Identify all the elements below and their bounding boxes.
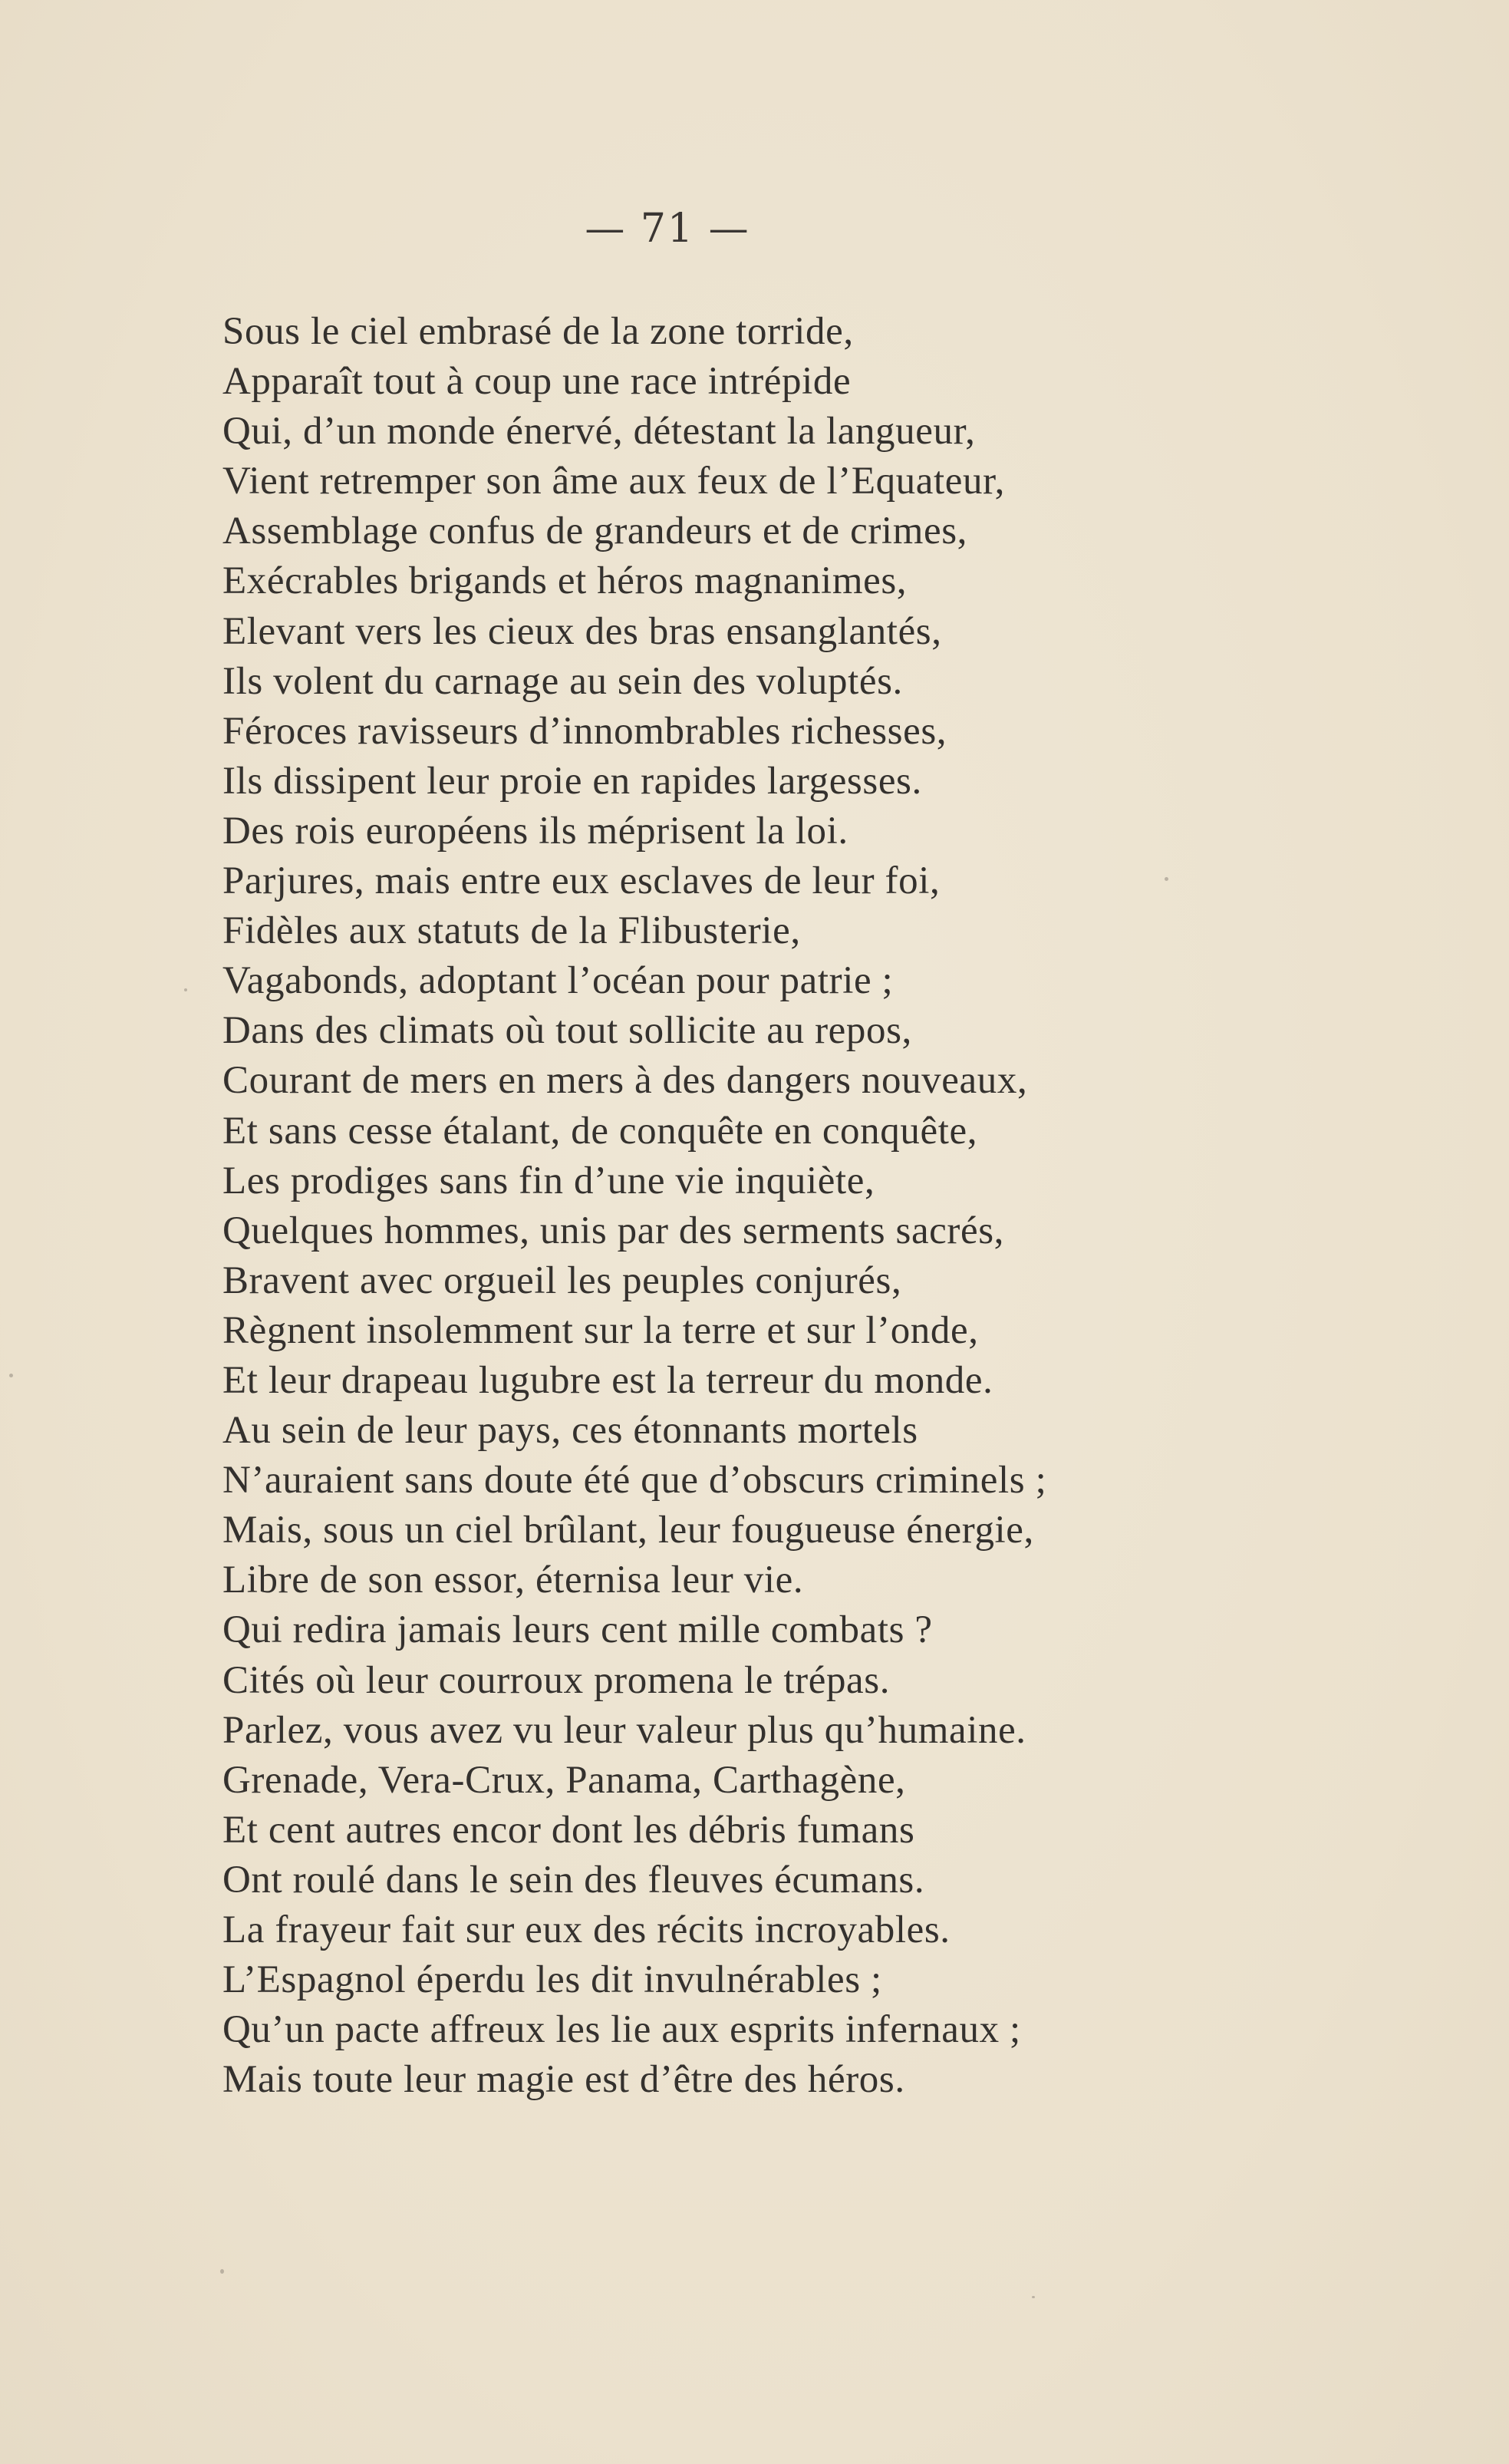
verse-line: Et sans cesse étalant, de conquête en conquête, bbox=[222, 1109, 978, 1153]
verse-line: Exécrables brigands et héros magnanimes, bbox=[222, 559, 908, 603]
verse-line: Mais, sous un ciel brûlant, leur fougueuse énergie, bbox=[222, 1509, 1034, 1552]
verse-line: Ont roulé dans le sein des fleuves écumans. bbox=[222, 1858, 925, 1902]
paper-speck bbox=[1032, 2296, 1035, 2298]
verse-line: Apparaît tout à coup une race intrépide bbox=[222, 360, 852, 404]
verse-line: La frayeur fait sur eux des récits incroyables. bbox=[222, 1908, 951, 1951]
verse-line: Grenade, Vera-Crux, Panama, Carthagène, bbox=[222, 1758, 906, 1802]
verse-line: Ils dissipent leur proie en rapides largesses. bbox=[222, 759, 922, 803]
poem-text bbox=[222, 307, 1450, 2105]
verse-line: Féroces ravisseurs d’innombrables richesses, bbox=[222, 709, 947, 753]
page-number: — 71 — bbox=[585, 206, 750, 252]
verse-line: Mais toute leur magie est d’être des héros. bbox=[222, 2058, 905, 2102]
verse-line: Sous le ciel embrasé de la zone torride, bbox=[222, 310, 854, 353]
verse-line: Fidèles aux statuts de la Flibusterie, bbox=[222, 909, 801, 953]
verse-line: Elevant vers les cieux des bras ensanglantés, bbox=[222, 609, 942, 653]
verse-line: Qui, d’un monde énervé, détestant la langueur, bbox=[222, 410, 976, 454]
verse-line: Règnent insolemment sur la terre et sur l’onde, bbox=[222, 1308, 979, 1352]
verse-line: Et leur drapeau lugubre est la terreur du monde. bbox=[222, 1358, 993, 1402]
verse-line: Qu’un pacte affreux les lie aux esprits infernaux ; bbox=[222, 2008, 1021, 2052]
paper-speck bbox=[220, 2269, 224, 2274]
verse-line: Courant de mers en mers à des dangers nouveaux, bbox=[222, 1059, 1028, 1103]
verse-line: Assemblage confus de grandeurs et de crimes, bbox=[222, 510, 967, 553]
paper-speck bbox=[1165, 877, 1168, 881]
verse-line: Dans des climats où tout sollicite au repos, bbox=[222, 1009, 912, 1053]
verse-line: Au sein de leur pays, ces étonnants mortels bbox=[222, 1409, 918, 1453]
verse-line: Les prodiges sans fin d’une vie inquiète, bbox=[222, 1159, 875, 1202]
verse-line: Bravent avec orgueil les peuples conjurés, bbox=[222, 1258, 902, 1302]
paper-speck bbox=[184, 988, 187, 991]
paper-speck bbox=[9, 1374, 13, 1377]
verse-line: N’auraient sans doute été que d’obscurs criminels ; bbox=[222, 1459, 1047, 1502]
verse-line: Parjures, mais entre eux esclaves de leur foi, bbox=[222, 859, 941, 903]
verse-line: L’Espagnol éperdu les dit invulnérables ; bbox=[222, 1958, 882, 2002]
verse-line: Parlez, vous avez vu leur valeur plus qu’humaine. bbox=[222, 1708, 1026, 1752]
verse-line: Des rois européens ils méprisent la loi. bbox=[222, 809, 848, 853]
verse-line: Qui redira jamais leurs cent mille combats ? bbox=[222, 1608, 933, 1652]
verse-line: Et cent autres encor dont les débris fumans bbox=[222, 1808, 915, 1852]
verse-line: Ils volent du carnage au sein des voluptés. bbox=[222, 659, 903, 703]
verse-line: Libre de son essor, éternisa leur vie. bbox=[222, 1559, 804, 1602]
verse-line: Quelques hommes, unis par des serments sacrés, bbox=[222, 1209, 1005, 1252]
verse-line: Vient retremper son âme aux feux de l’Equateur, bbox=[222, 460, 1006, 503]
verse-line: Vagabonds, adoptant l’océan pour patrie ; bbox=[222, 959, 894, 1003]
verse-line: Cités où leur courroux promena le trépas. bbox=[222, 1658, 891, 1702]
